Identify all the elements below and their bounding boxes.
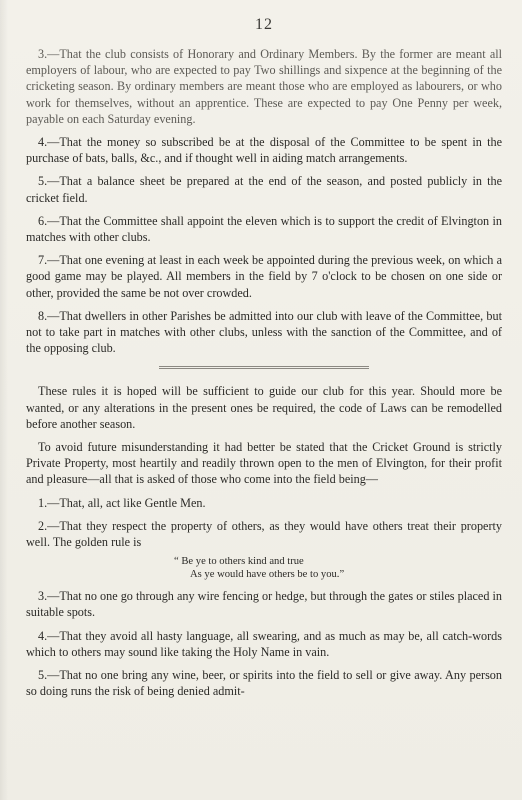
rule-5: 5.—That a balance sheet be prepared at the end of the season, and posted publicly in the cricket field. <box>26 174 502 205</box>
rule-8: 8.—That dwellers in other Parishes be admitted into our club with leave of the Committee, but not to take part in matches with other clubs, unless with the sanction of the Committee, and of the opposing club. <box>26 308 502 356</box>
rule-3: 3.—That the club consists of Honorary and Ordinary Members. By the former are meant all employers of labour, who are expected to pay Two shillings and sixpence at the beginning of the cricketing season. By ordinary members are meant those who are employed as labourers, or who work for themselves, without an apprentice. These are expected to pay One Penny per week, payable on each Saturday evening. <box>26 47 502 126</box>
section-divider <box>159 366 369 369</box>
verse-line-1: “ Be ye to others kind and true <box>174 556 304 568</box>
closing-paragraph: These rules it is hoped will be sufficient to guide our club for this year. Should more be wanted, or any alterations in the present ones be required, the code of Laws can be remodelled before another season. <box>26 384 502 431</box>
page-number: 12 <box>255 16 273 33</box>
condition-3: 3.—That no one go through any wire fencing or hedge, but through the gates or stiles placed in suitable spots. <box>26 589 502 620</box>
rule-7: 7.—That one evening at least in each week be appointed during the previous week, on which a good game may be played. All members in the field by 7 o'clock to be chosen on one side or other, provided the same be not over crowded. <box>26 253 502 300</box>
ground-paragraph: To avoid future misunderstanding it had better be stated that the Cricket Ground is strictly Private Property, most heartily and readily thrown open to the men of Elvington, for their profit and pleasure—all that is asked of those who come into the field being— <box>26 440 502 487</box>
rule-4: 4.—That the money so subscribed be at the disposal of the Committee to be spent in the purchase of bats, balls, &c., and if thought well in aiding match arrangements. <box>26 135 502 166</box>
condition-2: 2.—That they respect the property of others, as they would have others treat their property well. The golden rule is <box>26 518 502 550</box>
condition-4: 4.—That they avoid all hasty language, all swearing, and as much as may be, all catch-words which to others may sound like taking the Holy Name in vain. <box>26 628 502 659</box>
condition-5: 5.—That no one bring any wine, beer, or spirits into the field to sell or give away. Any person so doing runs the risk of being denied admit- <box>26 668 502 699</box>
verse-line-2: As ye would have others be to you.” <box>190 569 345 581</box>
golden-rule-verse <box>26 555 502 581</box>
page-gutter-shadow <box>0 0 8 800</box>
condition-1: 1.—That, all, act like Gentle Men. <box>38 495 206 510</box>
rule-6: 6.—That the Committee shall appoint the eleven which is to support the credit of Elvington in matches with other clubs. <box>26 213 502 245</box>
